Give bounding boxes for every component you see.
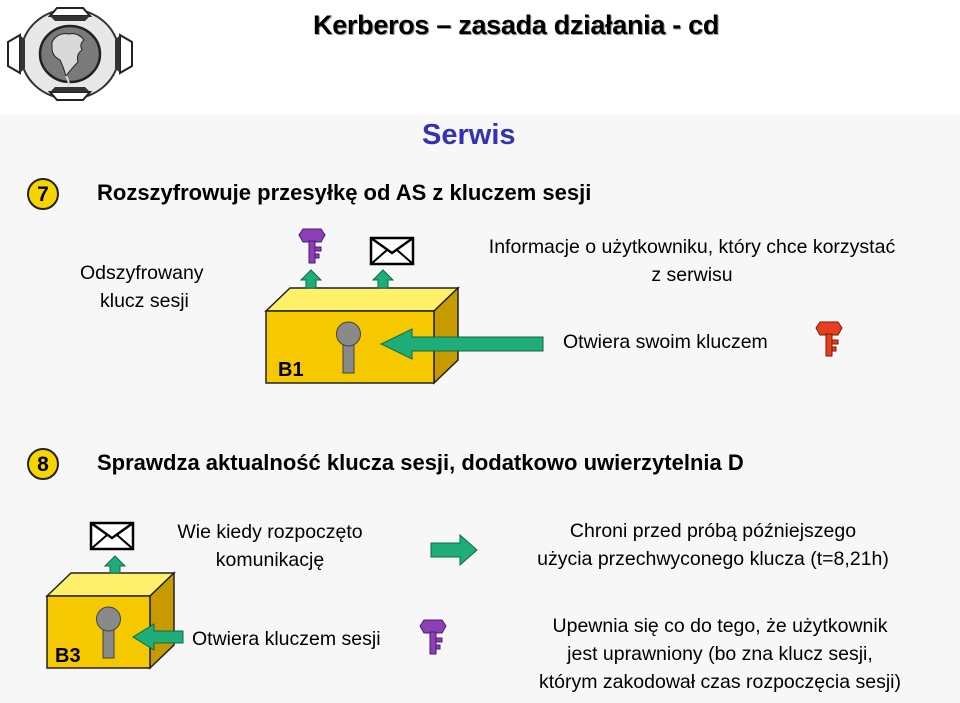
knows-when-label-line2: komunikację	[215, 549, 325, 571]
arrow-up-envelope-b3-icon	[105, 556, 125, 573]
knows-when-label-line1: Wie kiedy rozpoczęto	[177, 521, 363, 543]
opens-own-key-label: Otwiera swoim kluczem	[563, 331, 768, 353]
protects-label-line1: Chroni przed próbą późniejszego	[569, 520, 857, 542]
user-info-label-line2: z serwisu	[651, 264, 733, 286]
protects-label-line2: użycia przechwyconego klucza (t=8,21h)	[537, 548, 889, 570]
decrypted-key-label-line2: klucz sesji	[100, 290, 189, 312]
envelope-icon	[371, 238, 413, 264]
arrow-left-open-icon	[381, 329, 543, 359]
step-8-heading: Sprawdza aktualność klucza sesji, dodatkowo uwierzytelnia D	[97, 450, 744, 475]
box-b3	[47, 573, 174, 668]
page-title: Kerberos – zasada działania - cd	[313, 10, 720, 40]
step-7-heading: Rozszyfrowuje przesyłkę od AS z kluczem sesji	[97, 180, 592, 205]
box-b1	[266, 288, 458, 383]
arrow-up-key-icon	[301, 270, 321, 288]
user-info-label-line1: Informacje o użytkowniku, który chce korzystać	[488, 236, 896, 258]
authenticates-label-line2: jest uprawniony (bo zna klucz sesji,	[567, 643, 873, 665]
decrypted-key-label-line1: Odszyfrowany	[80, 262, 204, 284]
arrow-right-icon	[431, 535, 477, 565]
step-7-badge: 7	[27, 178, 59, 210]
authenticates-label-line1: Upewnia się co do tego, że użytkownik	[552, 615, 888, 637]
opens-session-key-label: Otwiera kluczem sesji	[192, 628, 381, 650]
section-title: Serwis	[422, 119, 516, 151]
session-key-icon	[299, 229, 325, 263]
authenticates-label-line3: którym zakodował czas rozpoczęcia sesji)	[539, 671, 901, 693]
box-b1-label: B1	[278, 359, 304, 381]
arrow-up-envelope-icon	[373, 270, 393, 288]
envelope-icon	[91, 523, 133, 549]
step-8-badge: 8	[27, 448, 59, 480]
session-key-icon	[420, 620, 446, 654]
service-key-icon	[816, 322, 842, 356]
box-b3-label: B3	[55, 645, 81, 667]
